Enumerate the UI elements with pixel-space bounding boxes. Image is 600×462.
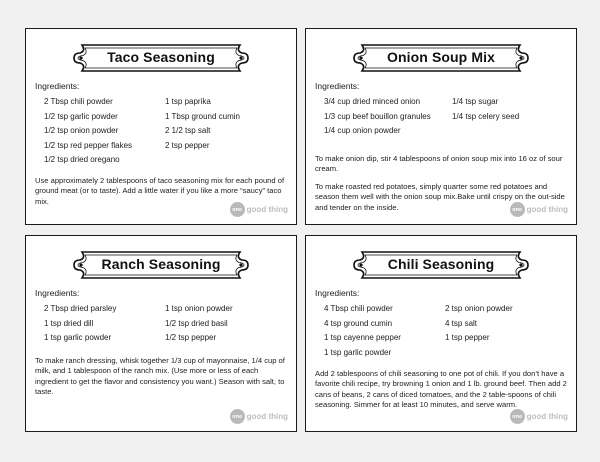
- brand-logo: [230, 409, 288, 424]
- ingredients-column-left: [324, 95, 431, 139]
- ingredients-label: Ingredients:: [315, 81, 360, 91]
- ingredient-item: 1 tsp garlic powder: [324, 347, 392, 357]
- title-banner: [352, 43, 530, 73]
- ingredients-label: Ingredients:: [35, 81, 80, 91]
- ingredients-column-left: [44, 95, 132, 168]
- brand-logo: [510, 409, 568, 424]
- recipe-card-taco-seasoning: [25, 28, 297, 225]
- ingredient-item: 1/2 tsp dried oregano: [44, 155, 120, 164]
- ingredient-item: 2 Tbsp dried parsley: [44, 304, 117, 313]
- ingredient-item: 1/2 tsp red pepper flakes: [44, 140, 133, 150]
- ingredients-column-right: [445, 302, 513, 346]
- ingredients-column-left: [324, 302, 401, 360]
- ingredient-item: 1/2 tsp dried basil: [165, 318, 228, 328]
- ingredients-column-right: [165, 302, 233, 346]
- card-title: Onion Soup Mix: [387, 49, 495, 65]
- recipe-card-onion-soup-mix: [305, 28, 577, 225]
- title-banner: [352, 250, 530, 280]
- title-banner: [72, 250, 250, 280]
- recipe-card-ranch-seasoning: [25, 235, 297, 432]
- brand-logo: [510, 202, 568, 217]
- ingredient-item: 1 tsp onion powder: [165, 304, 233, 313]
- ingredients-label: Ingredients:: [315, 288, 360, 298]
- brand-logo: [230, 202, 288, 217]
- ingredient-item: 2 1/2 tsp salt: [165, 126, 211, 135]
- brand-circle: one: [230, 409, 245, 424]
- ingredient-item: 1/4 tsp celery seed: [452, 111, 520, 121]
- ingredient-item: 1/4 tsp sugar: [452, 97, 499, 106]
- ingredient-item: 1 Tbsp ground cumin: [165, 111, 241, 121]
- ingredient-item: 1 tsp cayenne pepper: [324, 333, 401, 342]
- brand-circle: one: [510, 202, 525, 217]
- ingredient-item: 1 tsp garlic powder: [44, 333, 112, 342]
- instructions-text: Add 2 tablespoons of chili seasoning to one pot of chili. If you don’t have a favorite chili recipe, try browning 1 onion and 1 lb. ground beef. Then add 2 cans of beans, 2 cans of diced tomatoes, and the 2 table-spoons of chili seasoning. Simmer for at least 10 minutes, and serve warm.: [315, 369, 567, 410]
- brand-text: good thing: [526, 412, 568, 421]
- card-title: Ranch Seasoning: [101, 256, 221, 272]
- brand-text: good thing: [246, 412, 288, 421]
- card-title: Taco Seasoning: [107, 49, 215, 65]
- instructions-text: To make onion dip, stir 4 tablespoons of onion soup mix into 16 oz of sour cream.: [315, 154, 563, 174]
- ingredients-column-right: [165, 95, 240, 153]
- instructions-text: Use approximately 2 tablespoons of taco seasoning mix for each pound of ground meat (or to taste). Add a little water if you like a more “saucy” taco mix.: [35, 176, 285, 206]
- ingredients-label: Ingredients:: [35, 288, 80, 298]
- ingredient-item: 2 tsp onion powder: [445, 304, 513, 313]
- ingredient-item: 4 Tbsp chili powder: [324, 304, 393, 313]
- ingredient-item: 1 tsp dried dill: [44, 318, 94, 328]
- ingredient-item: 4 tsp salt: [445, 318, 478, 328]
- ingredient-item: 2 tsp pepper: [165, 140, 210, 150]
- ingredient-item: 1/2 tsp pepper: [165, 333, 217, 342]
- card-title: Chili Seasoning: [387, 256, 495, 272]
- ingredient-item: 3/4 cup dried minced onion: [324, 97, 421, 106]
- ingredient-item: 1 tsp pepper: [445, 333, 490, 342]
- ingredient-item: 2 Tbsp chili powder: [44, 97, 113, 106]
- ingredient-item: 1/2 tsp garlic powder: [44, 111, 118, 121]
- brand-circle: one: [230, 202, 245, 217]
- ingredient-item: 1 tsp paprika: [165, 97, 211, 106]
- ingredient-item: 1/4 cup onion powder: [324, 126, 401, 135]
- recipe-card-chili-seasoning: [305, 235, 577, 432]
- brand-text: good thing: [526, 205, 568, 214]
- brand-text: good thing: [246, 205, 288, 214]
- ingredients-column-right: [452, 95, 519, 124]
- ingredients-column-left: [44, 302, 116, 346]
- ingredient-item: 4 tsp ground cumin: [324, 318, 393, 328]
- brand-circle: one: [510, 409, 525, 424]
- title-banner: [72, 43, 250, 73]
- ingredient-item: 1/3 cup beef bouillon granules: [324, 111, 431, 121]
- instructions-text: To make ranch dressing, whisk together 1/3 cup of mayonnaise, 1/4 cup of milk, and 1 tablespoon of the ranch mix. (Use more or less of each ingredient to get the flavor and consistency you want.) Season with salt, to taste.: [35, 356, 285, 397]
- instructions-text: To make roasted red potatoes, simply quarter some red potatoes and season them well with the onion soup mix.Bake until crispy on the out-side and tender on the inside.: [315, 182, 565, 212]
- ingredient-item: 1/2 tsp onion powder: [44, 126, 119, 135]
